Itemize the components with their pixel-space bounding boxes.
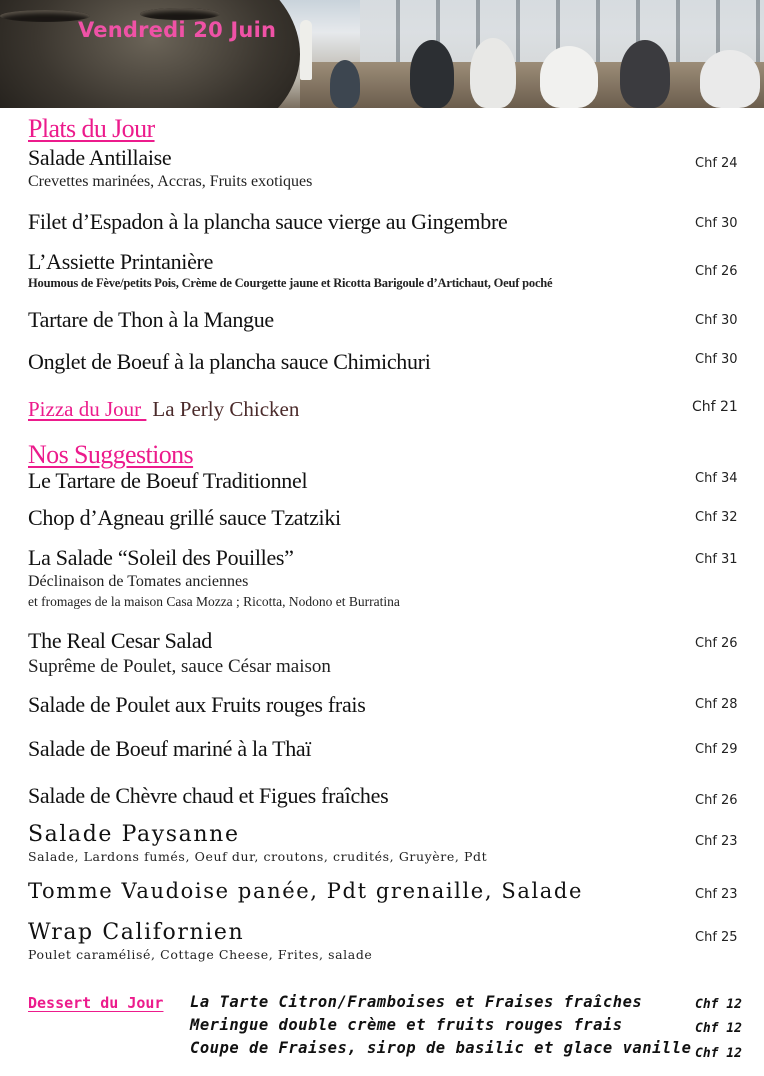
dish-price: Chf 26 xyxy=(695,264,738,279)
date-heading: Vendredi 20 Juin xyxy=(78,18,277,42)
dish-price: Chf 30 xyxy=(695,216,738,231)
dessert-price: Chf 12 xyxy=(695,1021,742,1036)
dish-price: Chf 24 xyxy=(695,156,738,171)
dish-price: Chf 26 xyxy=(695,793,738,808)
pizza-du-jour-label: Pizza du Jour xyxy=(28,397,147,421)
dessert-name: Coupe de Fraises, sirop de basilic et glace vanille xyxy=(190,1039,692,1057)
header-photo xyxy=(0,0,764,108)
dessert-name: La Tarte Citron/Framboises et Fraises fraîches xyxy=(190,993,643,1011)
dish-price: Chf 23 xyxy=(695,887,738,902)
dish-price: Chf 31 xyxy=(695,552,738,567)
dish-name: Salade de Poulet aux Fruits rouges frais xyxy=(28,692,366,717)
dish-name: Salade Paysanne xyxy=(28,822,240,847)
pizza-price: Chf 21 xyxy=(692,399,738,415)
dish-name: Wrap Californien xyxy=(28,920,245,945)
dish-name: Filet d’Espadon à la plancha sauce vierge au Gingembre xyxy=(28,209,508,234)
section-title-plats-du-jour: Plats du Jour xyxy=(28,114,155,143)
dish-name: Salade de Boeuf mariné à la Thaï xyxy=(28,736,312,761)
dessert-price: Chf 12 xyxy=(695,997,742,1012)
dish-price: Chf 32 xyxy=(695,510,738,525)
dish-name: Onglet de Boeuf à la plancha sauce Chimichuri xyxy=(28,349,431,374)
statue-image xyxy=(0,0,300,108)
dish-description: et fromages de la maison Casa Mozza ; Ricotta, Nodono et Burratina xyxy=(28,594,400,609)
dish-name: Salade de Chèvre chaud et Figues fraîches xyxy=(28,783,389,808)
dish-price: Chf 23 xyxy=(695,834,738,849)
dish-price: Chf 30 xyxy=(695,313,738,328)
dish-description: Poulet caramélisé, Cottage Cheese, Frites, salade xyxy=(28,947,373,962)
section-title-nos-suggestions: Nos Suggestions xyxy=(28,440,194,469)
dish-name: L’Assiette Printanière xyxy=(28,249,214,274)
dish-price: Chf 30 xyxy=(695,352,738,367)
dish-name: Chop d’Agneau grillé sauce Tzatziki xyxy=(28,505,341,530)
dish-name: The Real Cesar Salad xyxy=(28,628,212,653)
dessert-price: Chf 12 xyxy=(695,1046,742,1061)
dish-price: Chf 34 xyxy=(695,471,738,486)
pizza-row xyxy=(28,397,299,422)
dish-description: Houmous de Fève/petits Pois, Crème de Courgette jaune et Ricotta Barigoule d’Artichaut, Oeuf poché xyxy=(28,276,553,290)
dish-price: Chf 25 xyxy=(695,930,738,945)
dish-price: Chf 26 xyxy=(695,636,738,651)
dish-price: Chf 29 xyxy=(695,742,738,757)
dessert-name: Meringue double crème et fruits rouges frais xyxy=(190,1016,623,1034)
pizza-name: La Perly Chicken xyxy=(152,397,300,421)
dish-name: Le Tartare de Boeuf Traditionnel xyxy=(28,468,308,493)
dessert-du-jour-label: Dessert du Jour xyxy=(28,994,164,1012)
dish-description: Crevettes marinées, Accras, Fruits exotiques xyxy=(28,173,313,190)
dish-name: Tartare de Thon à la Mangue xyxy=(28,307,274,332)
dish-name: Tomme Vaudoise panée, Pdt grenaille, Salade xyxy=(28,879,583,903)
dish-description: Déclinaison de Tomates anciennes xyxy=(28,573,249,590)
dish-name: La Salade “Soleil des Pouilles” xyxy=(28,545,294,570)
dish-description: Suprême de Poulet, sauce César maison xyxy=(28,656,331,677)
dish-description: Salade, Lardons fumés, Oeuf dur, croutons, crudités, Gruyère, Pdt xyxy=(28,849,488,864)
dish-price: Chf 28 xyxy=(695,697,738,712)
dish-name: Salade Antillaise xyxy=(28,145,172,170)
